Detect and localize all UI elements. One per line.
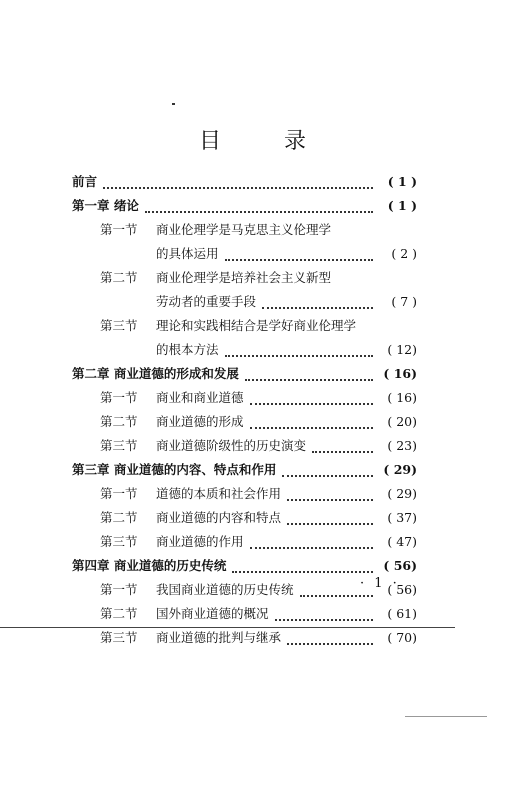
toc-entry-label: 商业道德阶级性的历史演变	[156, 434, 308, 458]
toc-page-number: ( 61)	[387, 606, 417, 621]
toc-section-row	[72, 506, 417, 530]
toc-page-number: ( 56)	[387, 582, 417, 597]
toc-entry-label: 我国商业道德的历史传统	[156, 578, 296, 602]
toc-entry-label: 前言	[72, 170, 99, 194]
dot-leader	[232, 569, 373, 573]
scan-rule-short	[405, 716, 487, 717]
page-folio: · 1 ·	[360, 576, 400, 591]
toc-entry-label: 第四章 商业道德的历史传统	[72, 554, 228, 578]
toc-page-number: ( 16)	[387, 390, 417, 405]
toc-page-number: ( 29)	[387, 486, 417, 501]
page-title: 目 录	[199, 129, 334, 154]
toc-entry-label: 商业伦理学是马克思主义伦理学	[156, 218, 333, 242]
dot-leader	[250, 401, 373, 405]
dot-leader	[287, 641, 373, 645]
dot-leader	[250, 545, 373, 549]
toc-page-number: ( 1 )	[387, 198, 417, 213]
toc-section-row	[72, 314, 417, 338]
section-number: 第三节	[100, 438, 138, 453]
toc-section-row	[72, 410, 417, 434]
toc-section-row	[72, 530, 417, 554]
toc-page-number: ( 37)	[387, 510, 417, 525]
toc-entry-label: 商业道德的作用	[156, 530, 246, 554]
toc-entry-label: 理论和实践相结合是学好商业伦理学	[156, 314, 358, 338]
dot-leader	[145, 209, 373, 213]
toc-page-number: ( 16)	[383, 366, 417, 381]
toc-page-number: ( 20)	[387, 414, 417, 429]
dot-leader	[275, 617, 373, 621]
toc-entry-label: 第二章 商业道德的形成和发展	[72, 362, 241, 386]
toc-page-number: ( 47)	[387, 534, 417, 549]
toc-chapter-row	[72, 362, 417, 386]
toc-entry-label: 的具体运用	[156, 242, 221, 266]
dot-leader	[287, 497, 373, 501]
section-number: 第三节	[100, 318, 138, 333]
toc-entry-label: 道德的本质和社会作用	[156, 482, 283, 506]
toc-page-number: ( 70)	[387, 630, 417, 645]
section-number: 第三节	[100, 534, 138, 549]
toc-entry-label: 第三章 商业道德的内容、特点和作用	[72, 458, 278, 482]
toc-chapter-row	[72, 554, 417, 578]
toc-section-row	[72, 434, 417, 458]
dot-leader	[250, 425, 373, 429]
toc-entry-label: 国外商业道德的概况	[156, 602, 271, 626]
dot-leader	[225, 353, 373, 357]
toc-entry-label: 商业伦理学是培养社会主义新型	[156, 266, 333, 290]
scan-speck	[172, 103, 175, 105]
toc-section-row	[72, 482, 417, 506]
toc-section-row	[72, 218, 417, 242]
toc-page-number: ( 7 )	[391, 294, 417, 309]
dot-leader	[103, 185, 373, 189]
toc-entry-label: 第一章 绪论	[72, 194, 141, 218]
dot-leader	[300, 593, 373, 597]
toc-section-row	[72, 602, 417, 626]
dot-leader	[262, 305, 373, 309]
dot-leader	[312, 449, 373, 453]
toc-page-number: ( 23)	[387, 438, 417, 453]
toc-entry-label: 商业和商业道德	[156, 386, 246, 410]
toc-entry-label: 的根本方法	[156, 338, 221, 362]
toc-page-number: ( 2 )	[391, 246, 417, 261]
toc-continuation-row	[72, 338, 417, 362]
section-number: 第一节	[100, 222, 138, 237]
toc-chapter-row	[72, 194, 417, 218]
toc-continuation-row	[72, 242, 417, 266]
section-number: 第二节	[100, 606, 138, 621]
toc-entry-label: 商业道德的内容和特点	[156, 506, 283, 530]
toc-section-row	[72, 626, 417, 650]
toc-page-number: ( 12)	[387, 342, 417, 357]
toc-entry-label: 商业道德的形成	[156, 410, 246, 434]
toc-page-number: ( 1 )	[387, 174, 417, 189]
dot-leader	[287, 521, 373, 525]
toc-chapter-row	[72, 170, 417, 194]
section-number: 第二节	[100, 270, 138, 285]
toc-chapter-row	[72, 458, 417, 482]
section-number: 第三节	[100, 630, 138, 645]
toc-section-row	[72, 266, 417, 290]
section-number: 第一节	[100, 390, 138, 405]
toc-continuation-row	[72, 290, 417, 314]
toc-entry-label: 商业道德的批判与继承	[156, 626, 283, 650]
dot-leader	[282, 473, 373, 477]
dot-leader	[225, 257, 373, 261]
dot-leader	[245, 377, 373, 381]
toc-page-number: ( 56)	[383, 558, 417, 573]
section-number: 第一节	[100, 486, 138, 501]
section-number: 第二节	[100, 414, 138, 429]
toc-entry-label: 劳动者的重要手段	[156, 290, 258, 314]
section-number: 第一节	[100, 582, 138, 597]
toc-page-number: ( 29)	[383, 462, 417, 477]
scan-rule	[0, 627, 455, 628]
toc-section-row	[72, 386, 417, 410]
section-number: 第二节	[100, 510, 138, 525]
